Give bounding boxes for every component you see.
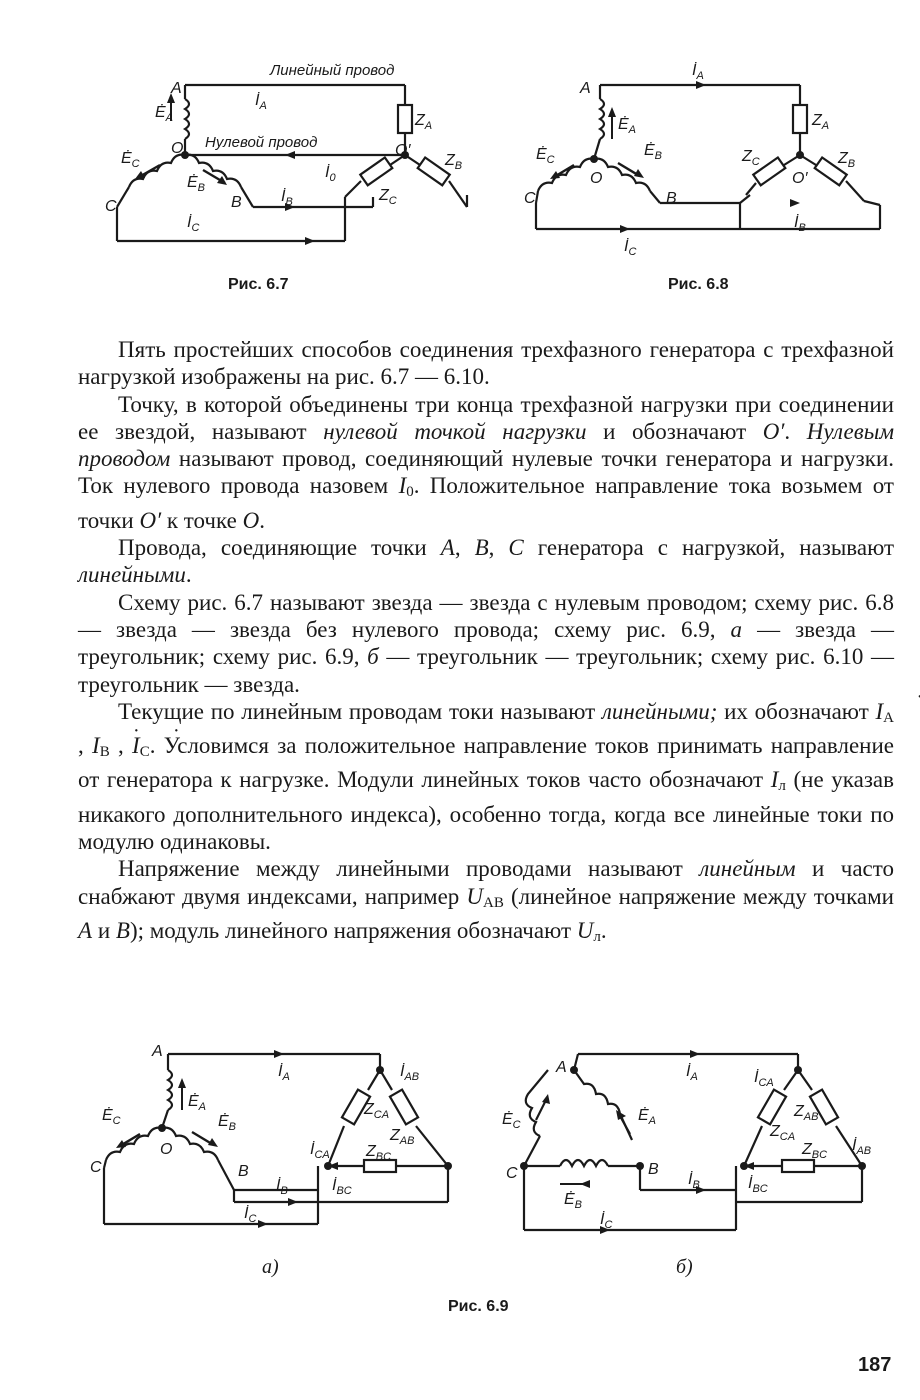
current-IB: $İ_B$ (688, 1171, 700, 1191)
current-I0: $İ_0$ (325, 164, 336, 184)
current-IB: $İ_B$ (281, 188, 293, 208)
node-O: O (160, 1141, 173, 1158)
current-IB: $İ_B$ (794, 214, 806, 234)
node-A: A (171, 80, 182, 97)
current-IB: $İ_B$ (276, 1177, 288, 1197)
figure-6-8 (520, 55, 890, 265)
emf-EC: $Ė_C$ (502, 1111, 521, 1131)
node-A: A (580, 80, 591, 97)
paragraph-6: Напряжение между линейными проводами называют линейным и часто снабжают двумя индексами, например $U_{AB}$ (линейное напряжение между точками A и B); модуль линейного напряжения обозначают $U_л$. (78, 856, 895, 945)
impedance-ZB: $Z_B$ (838, 150, 856, 170)
impedance-ZBC: $Z_{BC}$ (802, 1141, 828, 1161)
impedance-ZCA: $Z_{CA}$ (770, 1123, 796, 1143)
current-IC: $İ_C$ (187, 214, 200, 234)
node-A: A (556, 1059, 567, 1076)
emf-EC: $Ė_C$ (536, 146, 555, 166)
body-text (78, 336, 894, 951)
circuit-delta-delta (500, 1040, 895, 1250)
current-IA: $İ_A$ (686, 1063, 698, 1083)
current-IC: $İ_C$ (600, 1211, 613, 1231)
impedance-ZC: $Z_C$ (742, 148, 760, 168)
subfigure-label-a: а) (262, 1256, 279, 1278)
current-IA: $İ_A$ (278, 1063, 290, 1083)
figure-6-7 (95, 55, 485, 255)
paragraph-2: Точку, в которой объединены три конца трехфазной нагрузки при соединении ее звездой, называют нулевой точкой нагрузки и обозначают O′. Нулевым проводом называют провод, соединяющий нулевые точки генератора и нагрузки. Ток нулевого провода назовем $I_0$. Положительное направление тока возьмем от точки O′ к точке O. (78, 391, 894, 533)
emf-EC: $Ė_C$ (102, 1107, 121, 1127)
current-IA: $İ_A$ (255, 92, 267, 112)
current-IC: $İ_C$ (244, 1205, 257, 1225)
current-ICA: $İ_{CA}$ (754, 1069, 774, 1089)
node-O-prime: O′ (395, 142, 411, 159)
emf-EA: $Ė_A$ (155, 104, 174, 124)
emf-EA: $Ė_A$ (618, 116, 637, 136)
node-O: O (590, 170, 603, 187)
node-C: C (105, 198, 117, 215)
impedance-ZC: $Z_C$ (379, 187, 397, 207)
current-IAB: $İ_{AB}$ (852, 1137, 872, 1157)
current-IBC: $İ_{BC}$ (332, 1177, 352, 1197)
node-O-prime: O′ (792, 170, 808, 187)
subfigure-label-b: б) (676, 1256, 693, 1278)
node-C: C (506, 1165, 518, 1182)
node-B: B (648, 1161, 659, 1178)
page-number: 187 (858, 1354, 892, 1376)
emf-EA: $Ė_A$ (638, 1107, 657, 1127)
figure-6-9-a (88, 1040, 468, 1240)
emf-EB: $Ė_B$ (218, 1113, 237, 1133)
emf-EB: $Ė_B$ (644, 142, 663, 162)
node-A: A (152, 1043, 163, 1060)
paragraph-4: Схему рис. 6.7 называют звезда — звезда с нулевым проводом; схему рис. 6.8 — звезда — звезда без нулевого провода; схему рис. 6.9, а — звезда — треугольник; схему рис. 6.9, б — треугольник — треугольник; схему рис. 6.10 — треугольник — звезда. (78, 589, 894, 697)
impedance-ZAB: $Z_{AB}$ (794, 1103, 819, 1123)
paragraph-1: Пять простейших способов соединения трехфазного генератора с трехфазной нагрузкой изображены на рис. 6.7 — 6.10. (78, 337, 894, 390)
label-line-wire: Линейный провод (270, 62, 395, 79)
impedance-ZBC: $Z_{BC}$ (366, 1143, 392, 1163)
current-IBC: $İ_{BC}$ (748, 1175, 768, 1195)
emf-EB: $Ė_B$ (564, 1191, 583, 1211)
node-B: B (231, 194, 242, 211)
current-ICA: $İ_{CA}$ (310, 1141, 330, 1161)
node-O: O (171, 140, 184, 157)
emf-EA: $Ė_A$ (188, 1093, 207, 1113)
impedance-ZA: $Z_A$ (415, 112, 433, 132)
impedance-ZAB: $Z_{AB}$ (390, 1127, 415, 1147)
caption-fig-6-9: Рис. 6.9 (448, 1298, 509, 1315)
emf-EB: $Ė_B$ (187, 174, 206, 194)
current-IC: $İ_C$ (624, 238, 637, 258)
label-neutral-wire: Нулевой провод (205, 134, 318, 151)
node-B: B (666, 190, 677, 207)
current-IA: $İ_A$ (692, 62, 704, 82)
paragraph-3: Провода, соединяющие точки A, B, C генератора с нагрузкой, называют линейными. (78, 535, 895, 588)
circuit-star-star-neutral (95, 55, 485, 255)
caption-fig-6-8: Рис. 6.8 (668, 276, 729, 293)
figure-6-9-b (500, 1040, 895, 1250)
impedance-ZCA: $Z_{CA}$ (364, 1101, 390, 1121)
node-B: B (238, 1163, 249, 1180)
paragraph-5: Текущие по линейным проводам токи называют линейными; их обозначают · $I_A$ , · $I_B$ , · $I_C$. Условимся за положительное направление токов принимать направление от генератора к нагрузке. Модули линейных токов часто обозначают $I_л$ (не указав никакого дополнительного индекса), особенно тогда, когда все линейные токи по модулю одинаковы. (78, 698, 894, 855)
circuit-star-star (520, 55, 890, 265)
circuit-star-delta (88, 1040, 468, 1240)
impedance-ZB: $Z_B$ (445, 152, 463, 172)
current-IAB: $İ_{AB}$ (400, 1063, 420, 1083)
impedance-ZA: $Z_A$ (812, 112, 830, 132)
caption-fig-6-7: Рис. 6.7 (228, 276, 289, 293)
node-C: C (524, 190, 536, 207)
emf-EC: $Ė_C$ (121, 150, 140, 170)
node-C: C (90, 1159, 102, 1176)
